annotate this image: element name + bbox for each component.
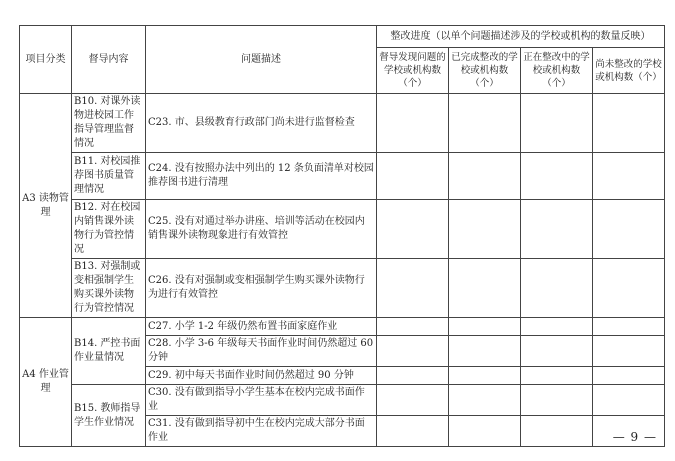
- problem-c24: C24. 没有按照办法中列出的 12 条负面清单对校园推荐图书进行清理: [146, 153, 377, 200]
- problem-c26: C26. 没有对强制或变相强制学生购买课外读物行为进行有效管控: [146, 259, 377, 318]
- cell-ongoing[interactable]: [521, 367, 593, 385]
- cell-done[interactable]: [449, 416, 521, 447]
- cell-found[interactable]: [377, 318, 449, 336]
- cell-found[interactable]: [377, 259, 449, 318]
- problem-c28: C28. 小学 3-6 年级每天书面作业时间仍然超过 60 分钟: [146, 336, 377, 367]
- content-b12: B12. 对在校园内销售课外读物行为管控情况: [72, 200, 146, 259]
- cell-ongoing[interactable]: [521, 94, 593, 153]
- cell-pending[interactable]: [593, 200, 665, 259]
- cell-done[interactable]: [449, 94, 521, 153]
- cell-pending[interactable]: [593, 259, 665, 318]
- content-b11: B11. 对校园推荐图书质量管理情况: [72, 153, 146, 200]
- content-b15: B15. 教师指导学生作业情况: [72, 385, 146, 447]
- cell-ongoing[interactable]: [521, 200, 593, 259]
- problem-c31: C31. 没有做到指导初中生在校内完成大部分书面作业: [146, 416, 377, 447]
- page-number: — 9 —: [612, 430, 657, 444]
- problem-c30: C30. 没有做到指导小学生基本在校内完成书面作业: [146, 385, 377, 416]
- header-found-count: 督导发现问题的学校或机构数（个）: [377, 48, 449, 94]
- cell-found[interactable]: [377, 94, 449, 153]
- cell-done[interactable]: [449, 259, 521, 318]
- header-ongoing-count: 正在整改中的学校或机构数（个）: [521, 48, 593, 94]
- header-done-count: 已完成整改的学校或机构数（个）: [449, 48, 521, 94]
- cell-ongoing[interactable]: [521, 385, 593, 416]
- cell-ongoing[interactable]: [521, 259, 593, 318]
- cell-pending[interactable]: [593, 153, 665, 200]
- category-a3: A3 读物管理: [20, 94, 72, 318]
- cell-found[interactable]: [377, 385, 449, 416]
- content-b10: B10. 对课外读物进校园工作指导管理监督情况: [72, 94, 146, 153]
- cell-done[interactable]: [449, 385, 521, 416]
- cell-done[interactable]: [449, 367, 521, 385]
- cell-done[interactable]: [449, 336, 521, 367]
- cell-ongoing[interactable]: [521, 336, 593, 367]
- cell-found[interactable]: [377, 153, 449, 200]
- cell-found[interactable]: [377, 200, 449, 259]
- cell-pending[interactable]: [593, 385, 665, 416]
- supervision-table: [19, 25, 665, 447]
- cell-done[interactable]: [449, 153, 521, 200]
- category-a4: A4 作业管理: [20, 318, 72, 447]
- content-b14: B14. 严控书面作业量情况: [72, 318, 146, 385]
- problem-c23: C23. 市、县级教育行政部门尚未进行监督检查: [146, 94, 377, 153]
- cell-found[interactable]: [377, 367, 449, 385]
- cell-ongoing[interactable]: [521, 416, 593, 447]
- header-description: 问题描述: [146, 26, 377, 94]
- cell-done[interactable]: [449, 318, 521, 336]
- problem-c27: C27. 小学 1-2 年级仍然布置书面家庭作业: [146, 318, 377, 336]
- cell-pending[interactable]: [593, 367, 665, 385]
- cell-found[interactable]: [377, 336, 449, 367]
- cell-pending[interactable]: [593, 94, 665, 153]
- header-progress-group: 整改进度（以单个问题描述涉及的学校或机构的数量反映）: [377, 26, 665, 48]
- cell-pending[interactable]: [593, 336, 665, 367]
- header-pending-count: 尚未整改的学校或机构数（个）: [593, 48, 665, 94]
- cell-done[interactable]: [449, 200, 521, 259]
- cell-ongoing[interactable]: [521, 318, 593, 336]
- content-b13: B13. 对强制或变相强制学生购买课外读物行为管控情况: [72, 259, 146, 318]
- problem-c25: C25. 没有对通过举办讲座、培训等活动在校园内销售课外读物现象进行有效管控: [146, 200, 377, 259]
- header-category: 项目分类: [20, 26, 72, 94]
- cell-ongoing[interactable]: [521, 153, 593, 200]
- cell-found[interactable]: [377, 416, 449, 447]
- cell-pending[interactable]: [593, 318, 665, 336]
- header-content: 督导内容: [72, 26, 146, 94]
- problem-c29: C29. 初中每天书面作业时间仍然超过 90 分钟: [146, 367, 377, 385]
